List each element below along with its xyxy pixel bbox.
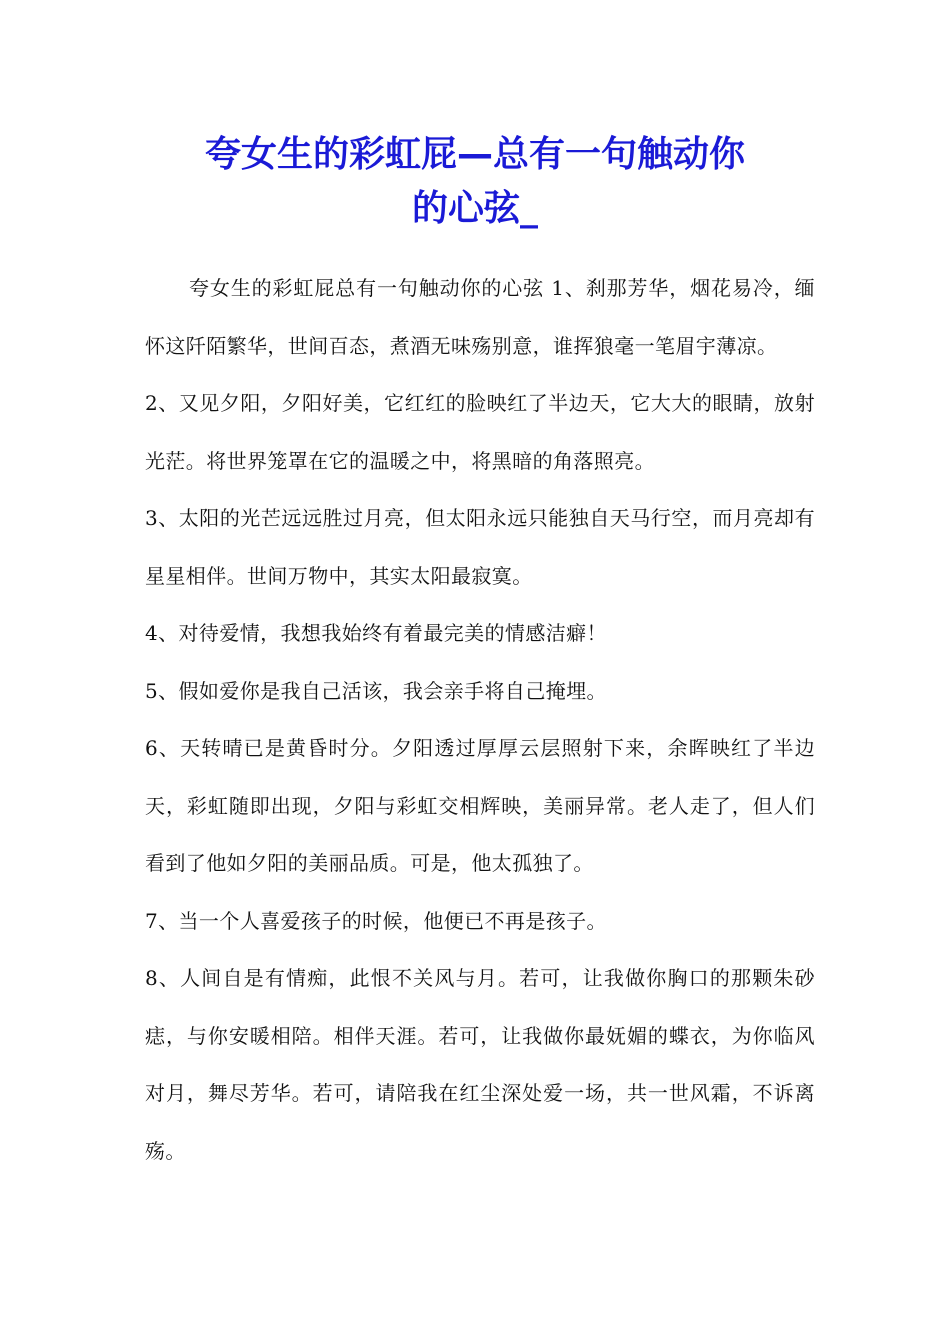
paragraph-intro: 夸女生的彩虹屁总有一句触动你的心弦 1、刹那芳华，烟花易冷，缅怀这阡陌繁华，世间百态，煮酒无味殇别意，谁挥狼毫一笔眉宇薄凉。 (145, 276, 815, 358)
paragraph-3: 3、太阳的光芒远远胜过月亮，但太阳永远只能独自天马行空，而月亮却有星星相伴。世间万物中，其实太阳最寂寞。 (145, 506, 815, 588)
title-line-1: 夸女生的彩虹屁—总有一句触动你 (204, 134, 745, 175)
paragraph-2: 2、又见夕阳，夕阳好美，它红红的脸映红了半边天，它大大的眼睛，放射光茫。将世界笼罩在它的温暖之中，将黑暗的角落照亮。 (145, 391, 815, 473)
document-body (145, 260, 815, 1180)
paragraph-7: 7、当一个人喜爱孩子的时候，他便已不再是孩子。 (145, 908, 607, 933)
paragraph-6: 6、天转晴已是黄昏时分。夕阳透过厚厚云层照射下来，余晖映红了半边天，彩虹随即出现，夕阳与彩虹交相辉映，美丽异常。老人走了，但人们看到了他如夕阳的美丽品质。可是，他太孤独了。 (145, 736, 815, 875)
paragraph-4: 4、对待爱情，我想我始终有着最完美的情感洁癖！ (145, 621, 607, 645)
title-line-2: 的心弦_ (411, 188, 538, 229)
document-title (140, 128, 810, 236)
paragraph-5: 5、假如爱你是我自己活该，我会亲手将自己掩埋。 (145, 678, 607, 703)
paragraph-8: 8、人间自是有情痴，此恨不关风与月。若可，让我做你胸口的那颗朱砂痣，与你安暖相陪。相伴天涯。若可，让我做你最妩媚的蝶衣，为你临风对月，舞尽芳华。若可，请陪我在红尘深处爱一场，共一世风霜，不诉离殇。 (145, 966, 815, 1163)
